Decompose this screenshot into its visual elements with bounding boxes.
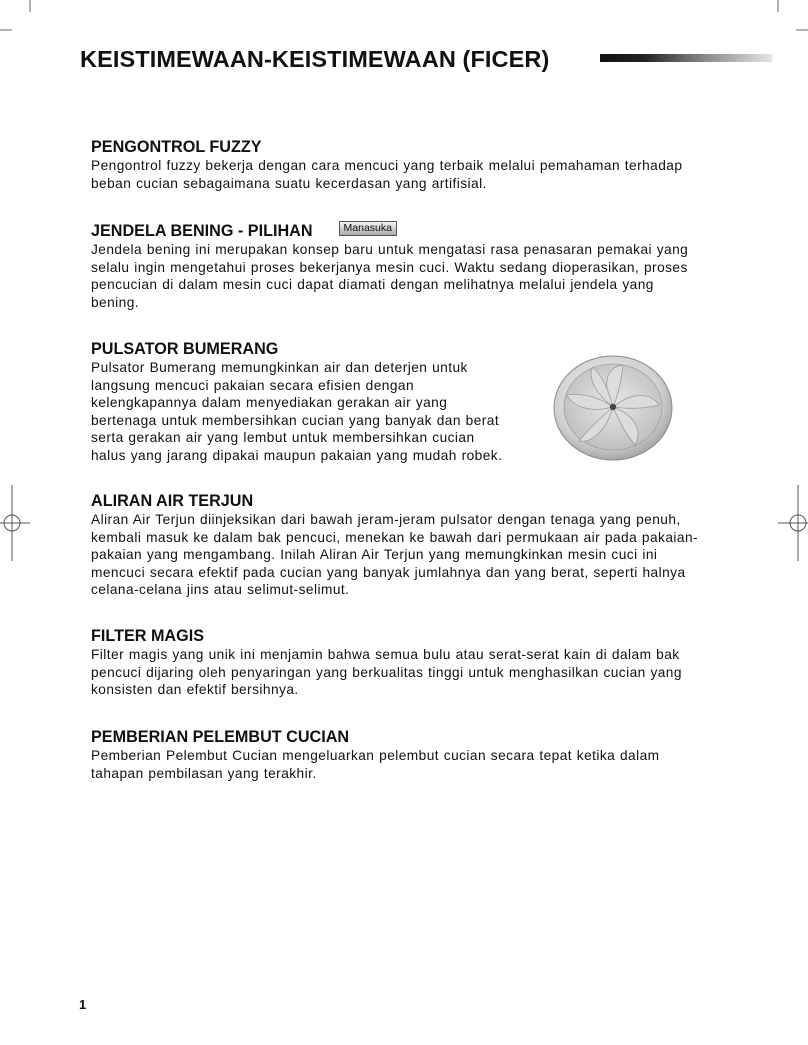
body-line: beban cucian sebagaimana suatu kecerdasan yang artifisial. xyxy=(91,175,487,191)
registration-mark-left xyxy=(0,485,30,561)
body-line: pakaian yang mengambang. Inilah Aliran Air Terjun yang memungkinkan mesin cuci ini xyxy=(91,547,658,563)
section-heading xyxy=(91,221,751,241)
body-line: Pemberian Pelembut Cucian mengeluarkan pelembut cucian secara tepat ketika dalam xyxy=(91,748,660,763)
body-line: langsung mencuci pakaian secara efisien dengan xyxy=(91,377,415,393)
section-heading: PENGONTROL FUZZY xyxy=(91,138,262,156)
pulsator-illustration xyxy=(551,353,676,463)
body-line: selalu ingin mengetahui proses bekerjanya mesin cuci. Waktu sedang dioperasikan, proses xyxy=(91,259,688,275)
section-boomerang-pulsator xyxy=(91,339,551,465)
body-line: Pengontrol fuzzy bekerja dengan cara mencuci yang terbaik melalui pemahaman terhadap xyxy=(91,158,683,173)
crop-mark-top-left xyxy=(0,0,40,40)
section-heading: ALIRAN AIR TERJUN xyxy=(91,492,254,510)
body-line: kelengkapannya dalam menyediakan gerakan air yang xyxy=(91,395,448,411)
section-magic-filter xyxy=(91,626,751,699)
section-body xyxy=(91,511,761,599)
body-line: Filter magis yang unik ini menjamin bahwa semua bulu atau serat-serat kain di dalam bak xyxy=(91,647,680,662)
optional-badge: Manasuka xyxy=(339,221,397,236)
section-fuzzy-control xyxy=(91,137,741,192)
section-body xyxy=(91,359,551,465)
body-line: konsisten dan efektif bersihnya. xyxy=(91,682,299,698)
body-line: bertenaga untuk membersihkan cucian yang banyak dan berat xyxy=(91,412,500,428)
section-body xyxy=(91,241,751,311)
page-title: KEISTIMEWAAN-KEISTIMEWAAN (FICER) xyxy=(80,46,550,72)
section-heading: PULSATOR BUMERANG xyxy=(91,340,279,358)
body-line: serta gerakan air yang lembut untuk membersihkan cucian xyxy=(91,430,475,446)
body-line: mencuci secara efektif pada cucian yang banyak jumlahnya dan yang berat, seperti halnya xyxy=(91,564,686,580)
section-body xyxy=(91,747,751,782)
body-line: bening. xyxy=(91,294,140,310)
section-softener-dispenser xyxy=(91,727,751,782)
title-decoration-bar xyxy=(600,54,772,62)
section-heading-text: JENDELA BENING - PILIHAN xyxy=(91,222,313,240)
section-body xyxy=(91,157,741,192)
body-line: pencucian di dalam mesin cuci dapat diamati dengan melihatnya melalui jendela yang xyxy=(91,277,654,293)
section-body xyxy=(91,646,751,699)
body-line: Aliran Air Terjun diinjeksikan dari bawah jeram-jeram pulsator dengan tenaga yang penuh, xyxy=(91,512,681,527)
crop-mark-top-right xyxy=(768,0,808,40)
registration-mark-right xyxy=(778,485,808,561)
section-heading: PEMBERIAN PELEMBUT CUCIAN xyxy=(91,728,350,746)
body-line: celana-celana jins atau selimut-selimut. xyxy=(91,582,350,598)
page-number: 1 xyxy=(79,997,87,1012)
body-line: Jendela bening ini merupakan konsep baru untuk mengatasi rasa penasaran pemakai yang xyxy=(91,242,689,257)
section-clear-window xyxy=(91,221,751,311)
section-waterfall xyxy=(91,491,761,599)
body-line: tahapan pembilasan yang terakhir. xyxy=(91,765,317,781)
body-line: Pulsator Bumerang memungkinkan air dan deterjen untuk xyxy=(91,360,468,375)
body-line: pencuci dijaring oleh penyaringan yang berkualitas tinggi untuk menghasilkan cucian yang xyxy=(91,664,682,680)
body-line: halus yang jarang dipakai maupun pakaian yang mudah robek. xyxy=(91,447,503,463)
section-heading: FILTER MAGIS xyxy=(91,627,205,645)
body-line: kembali masuk ke dalam bak pencuci, menekan ke bawah dari permukaan air pada pakaian- xyxy=(91,529,699,545)
